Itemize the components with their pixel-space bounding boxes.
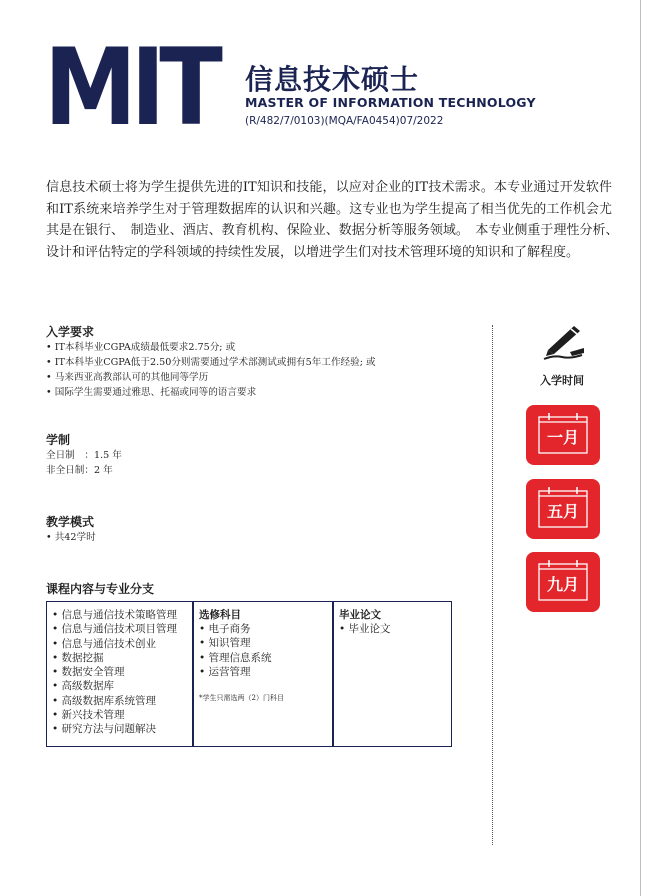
list-item: • 知识管理: [199, 636, 326, 650]
entry-requirements-list: [46, 340, 376, 400]
pen-writing-icon: [540, 322, 586, 362]
list-item: • 信息与通信技术项目管理: [52, 622, 186, 636]
mode-title: 教学模式: [46, 515, 95, 529]
intake-september-badge: [526, 552, 600, 612]
list-item: • 信息与通信技术创业: [52, 637, 186, 651]
list-item: • 国际学生需要通过雅思、托福或同等的语言要求: [46, 385, 376, 400]
mit-logo: MIT: [44, 26, 217, 149]
list-item: • 高级数据库系统管理: [52, 694, 186, 708]
elective-courses-box: [193, 601, 333, 747]
intake-january-badge: [526, 405, 600, 465]
duration-list: [46, 448, 122, 478]
thesis-list: [339, 622, 445, 636]
list-item: • 管理信息系统: [199, 651, 326, 665]
intake-label: 入学时间: [540, 374, 584, 387]
intro-paragraph: 信息技术硕士将为学生提供先进的IT知识和技能，以应对企业的IT技术需求。本专业通过开发软件和IT系统来培养学生对于管理数据库的认识和兴趣。这专业也为学生提高了相当优先的工作机会尤其是在银行、 制造业、酒店、教育机构、保险业、数据分析等服务领域。 本专业侧重于理性分析、 设计和评估特定的学科领域的持续性发展，以增进学生们对技术管理环境的知识和了解程度。: [46, 180, 626, 260]
list-item: • IT本科毕业CGPA低于2.50分则需要通过学术部测试或拥有5年工作经验; 或: [46, 355, 376, 370]
intake-month: 九月: [546, 575, 579, 594]
thesis-box: [333, 601, 452, 747]
list-item: • 数据安全管理: [52, 665, 186, 679]
list-item: • IT本科毕业CGPA成绩最低要求2.75分; 或: [46, 340, 376, 355]
list-item: • 马来西亚高教部认可的其他同等学历: [46, 370, 376, 385]
list-item: • 电子商务: [199, 622, 326, 636]
list-item: • 数据挖掘: [52, 651, 186, 665]
program-title-en: MASTER OF INFORMATION TECHNOLOGY: [245, 95, 536, 110]
list-item: • 共42学时: [46, 530, 96, 545]
accreditation-code: (R/482/7/0103)(MQA/FA0454)07/2022: [245, 115, 444, 127]
list-item: • 新兴技术管理: [52, 708, 186, 722]
duration-fulltime: 全日制 ：1.5 年: [46, 450, 122, 461]
intake-month: 一月: [546, 428, 579, 447]
core-courses-box: [46, 601, 193, 747]
list-item: • 高级数据库: [52, 679, 186, 693]
list-item: • 研究方法与问题解决: [52, 722, 186, 736]
column-divider: [492, 325, 493, 845]
core-courses-list: [52, 608, 186, 737]
duration-title: 学制: [46, 433, 71, 447]
page-edge: [640, 0, 641, 896]
elective-title: 选修科目: [199, 609, 241, 621]
mode-list: [46, 530, 96, 545]
elective-note: *学生只需选两（2）门科目: [199, 694, 284, 703]
list-item: • 信息与通信技术策略管理: [52, 608, 186, 622]
entry-requirements-title: 入学要求: [46, 325, 95, 339]
elective-courses-list: [199, 622, 326, 679]
courses-title: 课程内容与专业分支: [46, 582, 155, 596]
intake-may-badge: [526, 479, 600, 539]
duration-parttime: 非全日制：2 年: [46, 465, 113, 476]
thesis-title: 毕业论文: [339, 609, 381, 621]
program-title-cn: 信息技术硕士: [245, 63, 420, 96]
intake-month: 五月: [546, 502, 579, 521]
list-item: • 运营管理: [199, 665, 326, 679]
list-item: • 毕业论文: [339, 622, 445, 636]
